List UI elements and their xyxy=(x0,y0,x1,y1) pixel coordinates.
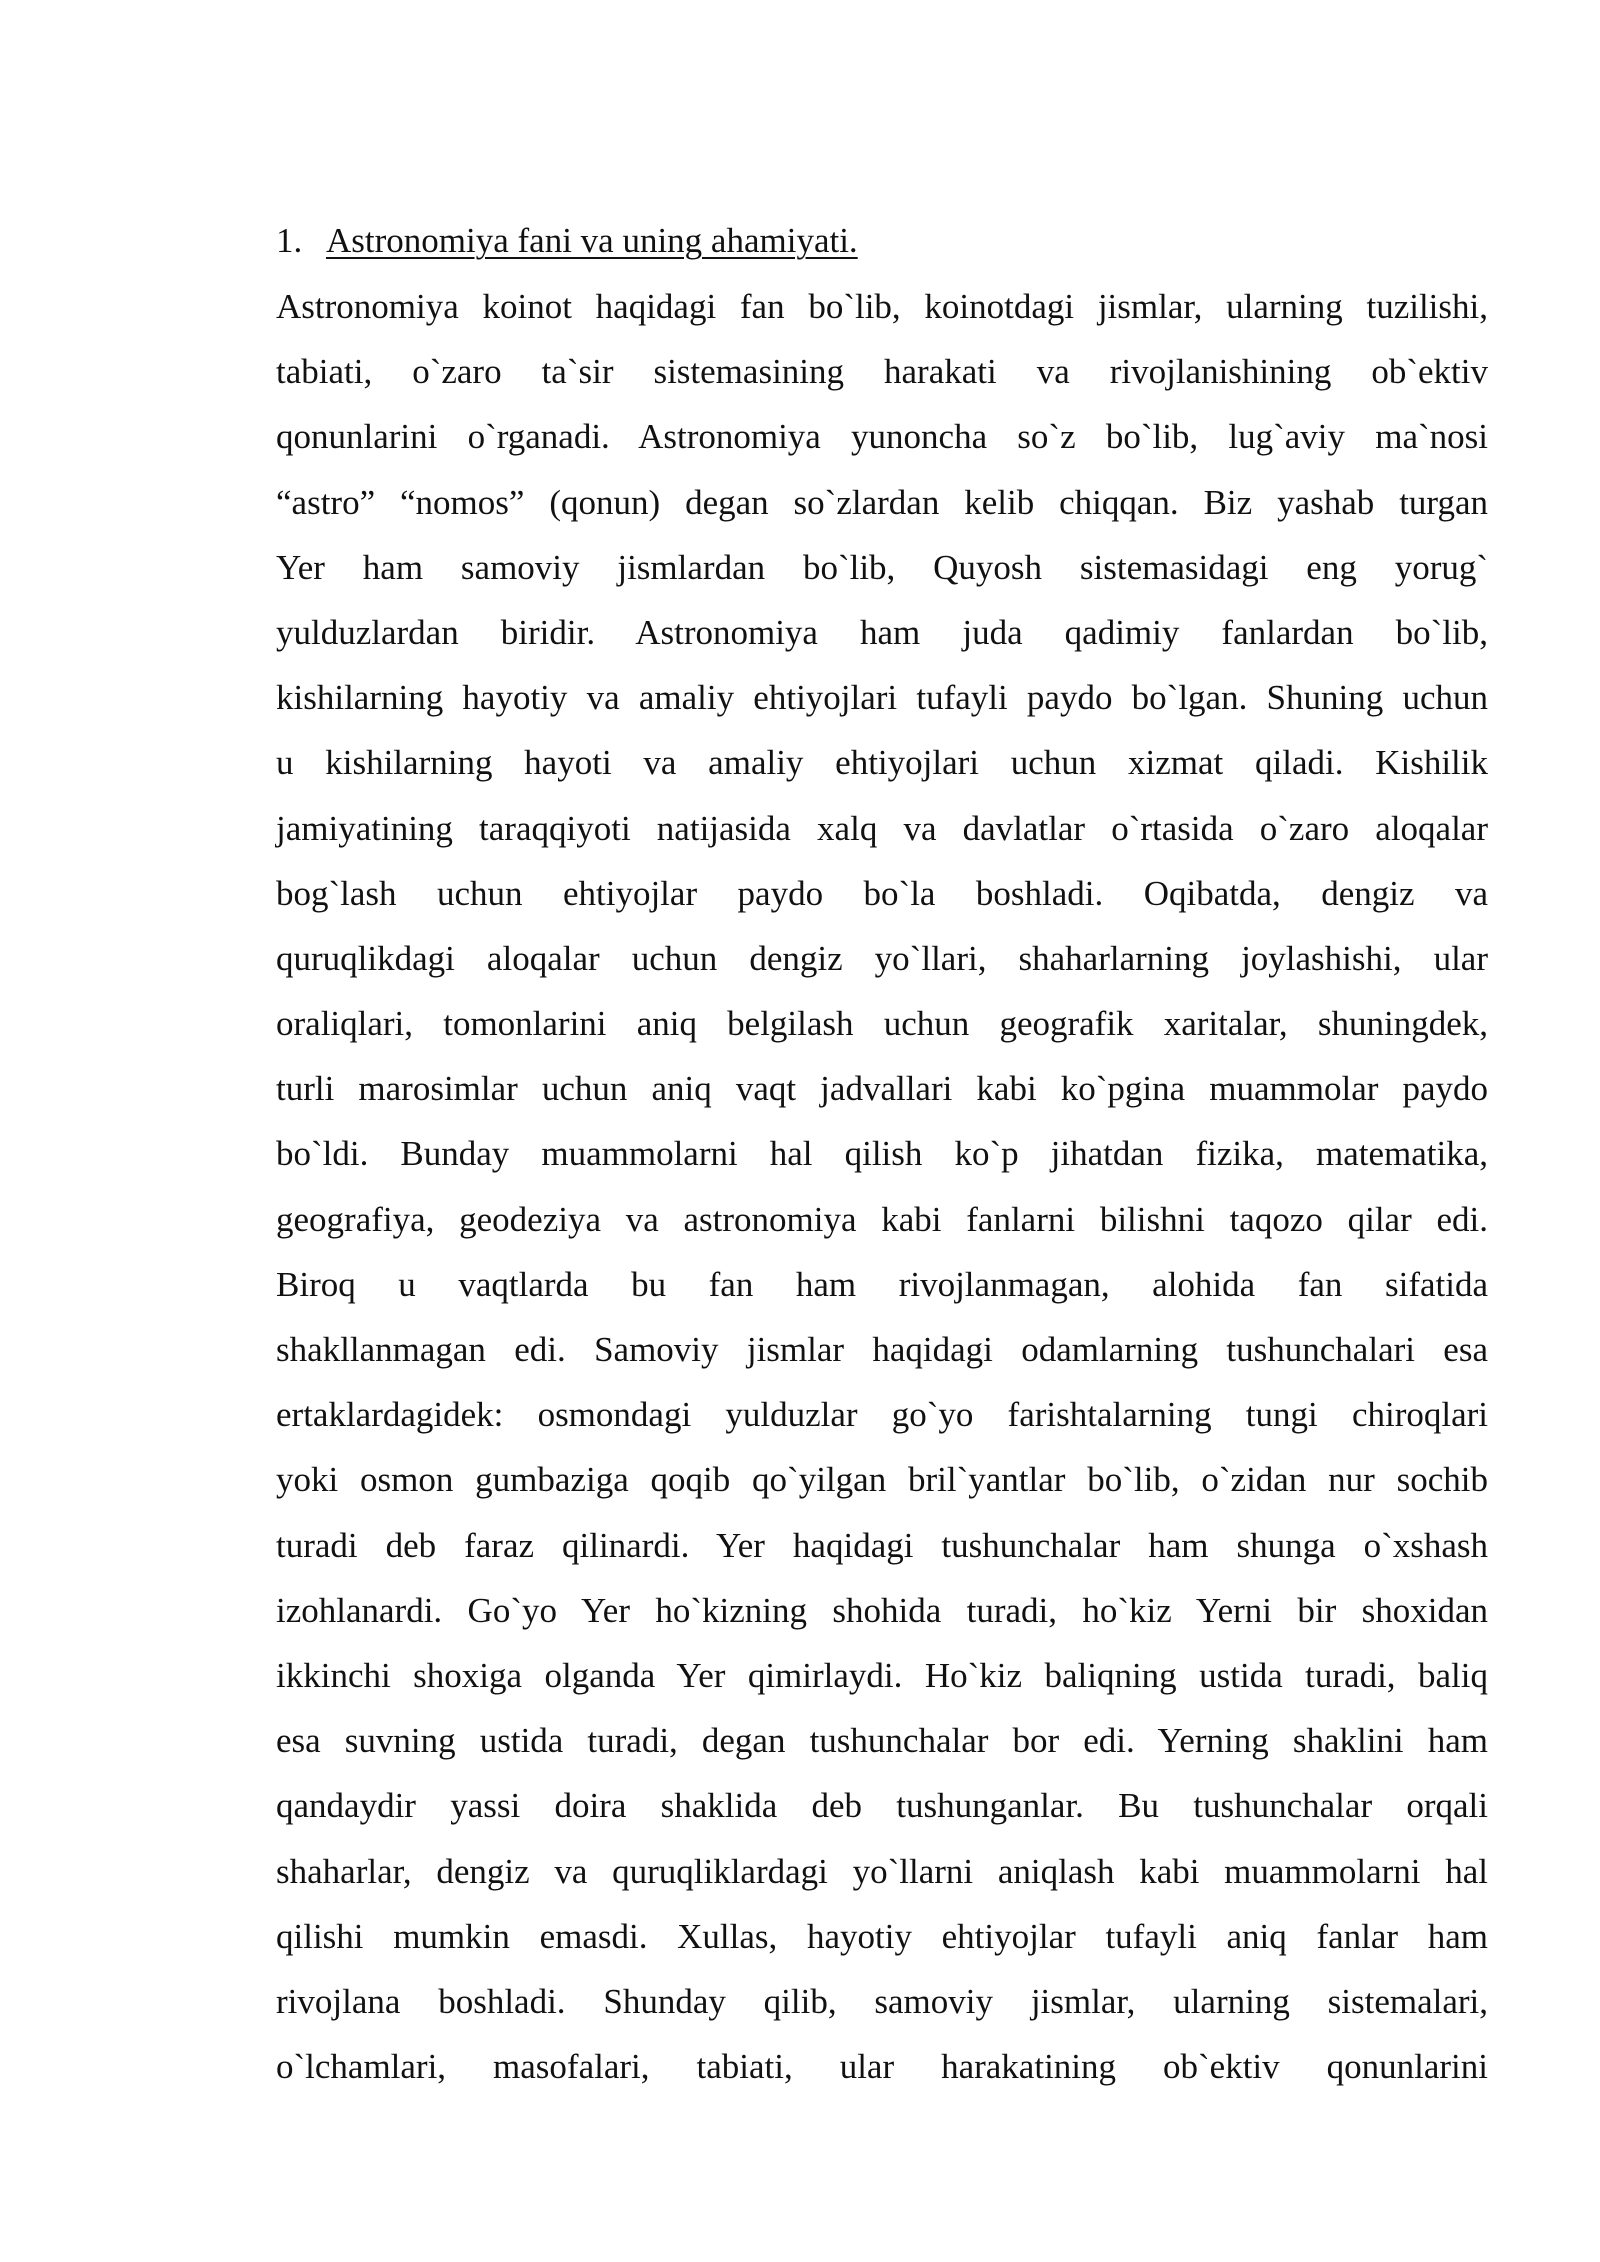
text-line: qonunlarini o`rganadi. Astronomiya yunoncha so`z bo`lib, lug`aviy ma`nosi xyxy=(276,417,1488,457)
text-line: Astronomiya koinot haqidagi fan bo`lib, koinotdagi jismlar, ularning tuzilishi, xyxy=(276,287,1488,326)
text-line: bo`ldi. Bunday muammolarni hal qilish ko`p jihatdan fizika, matematika, xyxy=(276,1134,1488,1174)
text-line: o`lchamlari, masofalari, tabiati, ular harakatining ob`ektiv qonunlarini xyxy=(276,2047,1488,2087)
body-paragraph xyxy=(276,282,1488,2107)
text-line: ertaklardagidek: osmondagi yulduzlar go`yo farishtalarning tungi chiroqlari xyxy=(276,1395,1488,1435)
text-line: izohlanardi. Go`yo Yer ho`kizning shohida turadi, ho`kiz Yerni bir shoxidan xyxy=(276,1590,1488,1630)
text-line: kishilarning hayotiy va amaliy ehtiyojlari tufayli paydo bo`lgan. Shuning uchun xyxy=(276,678,1488,718)
text-line: oraliqlari, tomonlarini aniq belgilash uchun geografik xaritalar, shuningdek, xyxy=(276,1004,1488,1044)
text-line: tabiati, o`zaro ta`sir sistemasining harakati va rivojlanishining ob`ektiv xyxy=(276,352,1488,392)
text-line: qandaydir yassi doira shaklida deb tushunganlar. Bu tushunchalar orqali xyxy=(276,1786,1488,1826)
text-line: turadi deb faraz qilinardi. Yer haqidagi tushunchalar ham shunga o`xshash xyxy=(276,1525,1488,1565)
section-number: 1. xyxy=(276,221,303,260)
text-line: u kishilarning hayoti va amaliy ehtiyojlari uchun xizmat qiladi. Kishilik xyxy=(276,743,1488,783)
text-line: ikkinchi shoxiga olganda Yer qimirlaydi. Ho`kiz baliqning ustida turadi, baliq xyxy=(276,1655,1488,1695)
section-heading xyxy=(276,218,858,264)
section-title: Astronomiya fani va uning ahamiyati. xyxy=(326,221,858,260)
text-line: qilishi mumkin emasdi. Xullas, hayotiy ehtiyojlar tufayli aniq fanlar ham xyxy=(276,1916,1488,1956)
text-line: shaharlar, dengiz va quruqliklardagi yo`llarni aniqlash kabi muammolarni hal xyxy=(276,1851,1488,1891)
text-line: “astro” “nomos” (qonun) degan so`zlardan kelib chiqqan. Biz yashab turgan xyxy=(276,482,1488,522)
text-line: yulduzlardan biridir. Astronomiya ham juda qadimiy fanlardan bo`lib, xyxy=(276,612,1488,652)
text-line: quruqlikdagi aloqalar uchun dengiz yo`llari, shaharlarning joylashishi, ular xyxy=(276,938,1488,978)
text-line: jamiyatining taraqqiyoti natijasida xalq va davlatlar o`rtasida o`zaro aloqalar xyxy=(276,808,1488,848)
text-line: geografiya, geodeziya va astronomiya kabi fanlarni bilishni taqozo qilar edi. xyxy=(276,1199,1488,1239)
text-line: bog`lash uchun ehtiyojlar paydo bo`la boshladi. Oqibatda, dengiz va xyxy=(276,873,1488,913)
text-line: turli marosimlar uchun aniq vaqt jadvallari kabi ko`pgina muammolar paydo xyxy=(276,1069,1488,1109)
text-line: shakllanmagan edi. Samoviy jismlar haqidagi odamlarning tushunchalari esa xyxy=(276,1330,1488,1369)
text-line: yoki osmon gumbaziga qoqib qo`yilgan bril`yantlar bo`lib, o`zidan nur sochib xyxy=(276,1460,1488,1500)
text-line: rivojlana boshladi. Shunday qilib, samoviy jismlar, ularning sistemalari, xyxy=(276,1981,1488,2021)
text-line: Biroq u vaqtlarda bu fan ham rivojlanmagan, alohida fan sifatida xyxy=(276,1264,1488,1304)
text-line: Yer ham samoviy jismlardan bo`lib, Quyosh sistemasidagi eng yorug` xyxy=(276,547,1488,587)
text-line: esa suvning ustida turadi, degan tushunchalar bor edi. Yerning shaklini ham xyxy=(276,1721,1488,1761)
